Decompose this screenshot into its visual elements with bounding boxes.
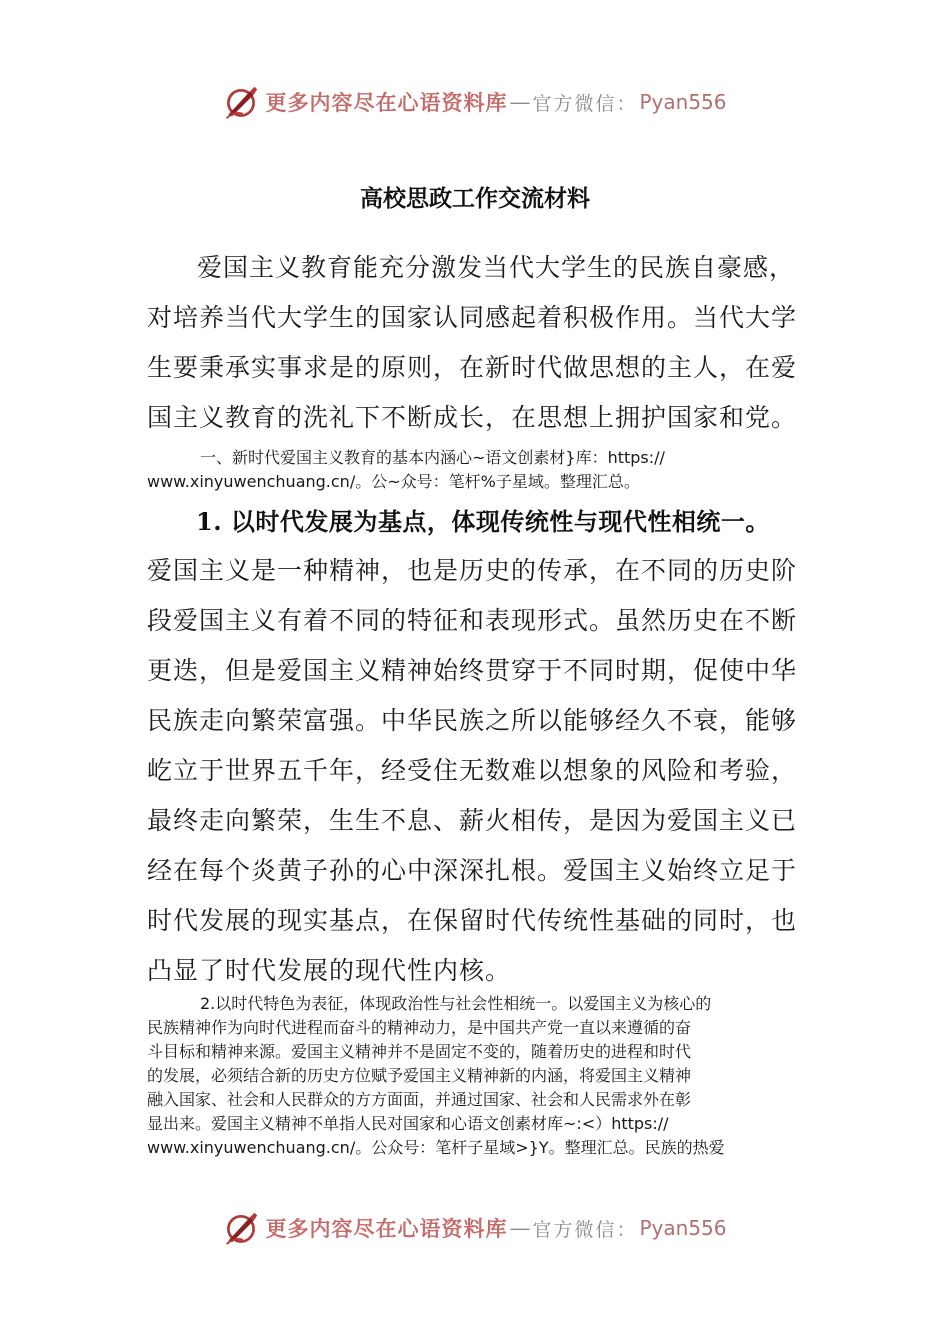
body-line-small: 民族精神作为向时代进程而奋斗的精神动力，是中国共产党一直以来遵循的奋 bbox=[147, 1018, 692, 1037]
pen-logo-icon bbox=[223, 1210, 259, 1246]
body-line: 时代发展的现实基点，在保留时代传统性基础的同时，也 bbox=[147, 906, 798, 935]
banner-wechat-id: Pyan556 bbox=[639, 90, 727, 114]
body-line: 屹立于世界五千年，经受住无数难以想象的风险和考验， bbox=[147, 756, 798, 785]
intro-line: 对培养当代大学生的国家认同感起着积极作用。当代大学 bbox=[147, 303, 798, 332]
body-line-small: 的发展，必须结合新的历史方位赋予爱国主义精神新的内涵，将爱国主义精神 bbox=[147, 1066, 692, 1085]
body-line-small: 斗目标和精神来源。爱国主义精神并不是固定不变的，随着历史的进程和时代 bbox=[147, 1042, 692, 1061]
body-line-small: 融入国家、社会和人民群众的方方面面，并通过国家、社会和人民需求外在彰 bbox=[147, 1090, 692, 1109]
document-title: 高校思政工作交流材料 bbox=[360, 185, 590, 212]
note-line: www.xinyuwenchuang.cn/。公~众号：笔杆%子星域。整理汇总。 bbox=[147, 472, 640, 491]
body-line: 更迭，但是爱国主义精神始终贯穿于不同时期，促使中华 bbox=[147, 656, 798, 685]
note-line: 一、新时代爱国主义教育的基本内涵心~语文创素材}库：https:// bbox=[200, 448, 665, 467]
header-banner bbox=[0, 82, 950, 122]
body-paragraph-1 bbox=[147, 546, 807, 996]
body-line: 段爱国主义有着不同的特征和表现形式。虽然历史在不断 bbox=[147, 606, 798, 635]
banner-wechat-label: 官方微信： bbox=[532, 92, 638, 115]
banner-separator: — bbox=[509, 90, 531, 114]
footer-banner bbox=[0, 1208, 950, 1248]
banner-main-text: 更多内容尽在心语资料库 bbox=[265, 1216, 508, 1241]
pen-logo-icon bbox=[223, 84, 259, 120]
banner-separator: — bbox=[509, 1216, 531, 1240]
body-line-small: www.xinyuwenchuang.cn/。公众号：笔杆子星域>}Y。整理汇总。民族的热爱 bbox=[147, 1138, 725, 1157]
intro-line: 爱国主义教育能充分激发当代大学生的民族自豪感， bbox=[197, 253, 796, 282]
banner-wechat-label: 官方微信： bbox=[532, 1218, 638, 1241]
banner-main-text: 更多内容尽在心语资料库 bbox=[265, 90, 508, 115]
body-line-small: 显出来。爱国主义精神不单指人民对国家和心语文创素材库~:<）https:// bbox=[147, 1114, 669, 1133]
body-line: 民族走向繁荣富强。中华民族之所以能够经久不衰，能够 bbox=[147, 706, 798, 735]
body-paragraph-2 bbox=[147, 992, 807, 1160]
body-line: 最终走向繁荣，生生不息、薪火相传，是因为爱国主义已 bbox=[147, 806, 798, 835]
banner-wechat-id: Pyan556 bbox=[639, 1216, 727, 1240]
body-line-small: 2.以时代特色为表征，体现政治性与社会性相统一。以爱国主义为核心的 bbox=[200, 994, 712, 1013]
body-line: 经在每个炎黄子孙的心中深深扎根。爱国主义始终立足于 bbox=[147, 856, 798, 885]
section-one-note bbox=[147, 446, 807, 494]
body-line: 爱国主义是一种精神，也是历史的传承，在不同的历史阶 bbox=[147, 556, 798, 585]
section-heading-1: 1. 以时代发展为基点，体现传统性与现代性相统一。 bbox=[196, 507, 770, 536]
body-line: 凸显了时代发展的现代性内核。 bbox=[147, 956, 512, 985]
intro-line: 生要秉承实事求是的原则，在新时代做思想的主人，在爱 bbox=[147, 353, 798, 382]
intro-paragraph bbox=[147, 243, 807, 443]
intro-line: 国主义教育的洗礼下不断成长，在思想上拥护国家和党。 bbox=[147, 403, 798, 432]
